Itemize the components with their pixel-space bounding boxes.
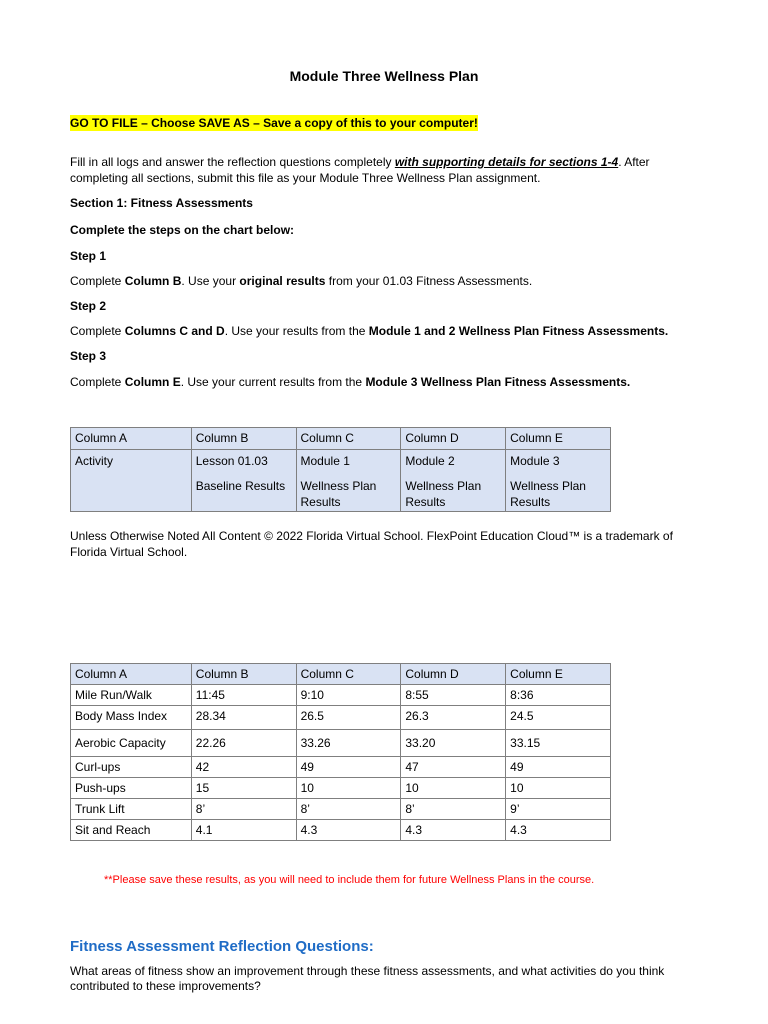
table-cell: 15	[191, 778, 296, 799]
table-row	[71, 799, 611, 820]
legend-cell	[296, 450, 401, 512]
table-cell: 10	[401, 778, 506, 799]
table-cell: 24.5	[506, 706, 611, 730]
legend-cell	[506, 450, 611, 512]
table-cell: 4.1	[191, 820, 296, 841]
column-legend-table	[70, 427, 611, 512]
step-1-text-b: . Use your	[181, 274, 240, 288]
intro-part1: Fill in all logs and answer the reflection questions completely	[70, 155, 395, 169]
reflection-heading: Fitness Assessment Reflection Questions:	[70, 938, 374, 955]
step-2-bold-a: Columns C and D	[124, 324, 225, 338]
legend-cell-line: Wellness Plan Results	[510, 479, 586, 509]
reflection-question-1: What areas of fitness show an improvement through these fitness assessments, and what activities do you think contributed to these improvements?	[70, 964, 665, 993]
table-cell: 4.3	[506, 820, 611, 841]
legend-header-cell: Column D	[401, 428, 506, 450]
step-2-bold-b: Module 1 and 2 Wellness Plan Fitness Assessments.	[368, 324, 669, 338]
table-cell: 8’	[401, 799, 506, 820]
table-row	[71, 730, 611, 757]
step-3-text-a: Complete	[70, 375, 125, 389]
table-cell: Body Mass Index	[71, 706, 192, 730]
table-cell: 26.3	[401, 706, 506, 730]
table-cell: 4.3	[401, 820, 506, 841]
step-3-label: Step 3	[70, 349, 107, 363]
table-row	[71, 685, 611, 706]
table-cell: 8:55	[401, 685, 506, 706]
step-2-text-b: . Use your results from the	[224, 324, 369, 338]
step-3-text	[70, 374, 698, 390]
table-cell: 26.5	[296, 706, 401, 730]
table-cell: 8:36	[506, 685, 611, 706]
step-3-bold-a: Column E	[124, 375, 181, 389]
table-cell: 11:45	[191, 685, 296, 706]
table-cell: Trunk Lift	[71, 799, 192, 820]
results-header-cell: Column D	[401, 664, 506, 685]
table-cell: 10	[506, 778, 611, 799]
step-1-text-a: Complete	[70, 274, 125, 288]
results-header-cell: Column A	[71, 664, 192, 685]
legend-cell	[191, 450, 296, 512]
table-cell: 9:10	[296, 685, 401, 706]
section1-heading: Section 1: Fitness Assessments	[70, 196, 253, 210]
table-cell: 8’	[191, 799, 296, 820]
table-cell: 33.26	[296, 730, 401, 757]
legend-cell-line: Baseline Results	[195, 479, 286, 493]
table-cell: 22.26	[191, 730, 296, 757]
legend-header-cell: Column B	[191, 428, 296, 450]
table-cell: Sit and Reach	[71, 820, 192, 841]
step-1-bold-b: original results	[239, 274, 326, 288]
table-row	[71, 778, 611, 799]
step-2-text	[70, 323, 698, 339]
table-cell: 9’	[506, 799, 611, 820]
legend-cell-line: Activity	[75, 454, 114, 468]
step-1-text	[70, 273, 698, 289]
legend-header-cell: Column A	[71, 428, 192, 450]
legend-header-cell: Column E	[506, 428, 611, 450]
legend-cell	[401, 450, 506, 512]
table-row	[71, 706, 611, 730]
legend-cell-line: Wellness Plan Results	[405, 479, 482, 509]
legend-header-row	[71, 428, 611, 450]
step-2-text-a: Complete	[70, 324, 125, 338]
step-3-text-b: . Use your current results from the	[180, 375, 366, 389]
table-row	[71, 820, 611, 841]
intro-paragraph	[70, 154, 698, 186]
fitness-results-table	[70, 663, 611, 841]
table-cell: 8’	[296, 799, 401, 820]
intro-part2: . After completing all sections, submit this file as your Module Three Wellness Plan assignment.	[70, 155, 650, 185]
table-cell: 49	[506, 757, 611, 778]
intro-emphasis: with supporting details for sections 1-4	[394, 155, 619, 169]
results-header-row	[71, 664, 611, 685]
step-1-bold-a: Column B	[124, 274, 182, 288]
save-results-note: **Please save these results, as you will need to include them for future Wellness Plans in the course.	[104, 874, 595, 886]
table-cell: 4.3	[296, 820, 401, 841]
page-title: Module Three Wellness Plan	[289, 68, 479, 84]
table-cell: 42	[191, 757, 296, 778]
table-cell: 28.34	[191, 706, 296, 730]
step-1-label: Step 1	[70, 249, 107, 263]
table-cell: 47	[401, 757, 506, 778]
legend-cell	[71, 450, 192, 512]
legend-description-row	[71, 450, 611, 512]
save-instruction-text: GO TO FILE – Choose SAVE AS – Save a copy of this to your computer!	[70, 116, 478, 130]
table-cell: Curl-ups	[71, 757, 192, 778]
save-instruction	[70, 116, 478, 130]
table-cell: Mile Run/Walk	[71, 685, 192, 706]
results-header-cell: Column C	[296, 664, 401, 685]
table-row	[71, 757, 611, 778]
legend-cell-line: Lesson 01.03	[195, 454, 268, 468]
table-cell: Push-ups	[71, 778, 192, 799]
legend-cell-line: Module 3	[510, 454, 560, 468]
results-header-cell: Column E	[506, 664, 611, 685]
step-2-label: Step 2	[70, 299, 107, 313]
legend-header-cell: Column C	[296, 428, 401, 450]
table-cell: 33.20	[401, 730, 506, 757]
legend-cell-line: Wellness Plan Results	[300, 479, 377, 509]
legend-cell-line: Module 2	[405, 454, 455, 468]
chart-instruction: Complete the steps on the chart below:	[70, 223, 295, 237]
results-header-cell: Column B	[191, 664, 296, 685]
legend-cell-line: Module 1	[300, 454, 350, 468]
table-cell: 49	[296, 757, 401, 778]
table-cell: 33.15	[506, 730, 611, 757]
table-cell: Aerobic Capacity	[71, 730, 192, 757]
step-1-text-c: from your 01.03 Fitness Assessments.	[325, 274, 533, 288]
step-3-bold-b: Module 3 Wellness Plan Fitness Assessments.	[365, 375, 631, 389]
copyright-notice: Unless Otherwise Noted All Content © 2022 Florida Virtual School. FlexPoint Education Cloud™ is a trademark of Florida Virtual School.	[70, 529, 673, 559]
table-cell: 10	[296, 778, 401, 799]
